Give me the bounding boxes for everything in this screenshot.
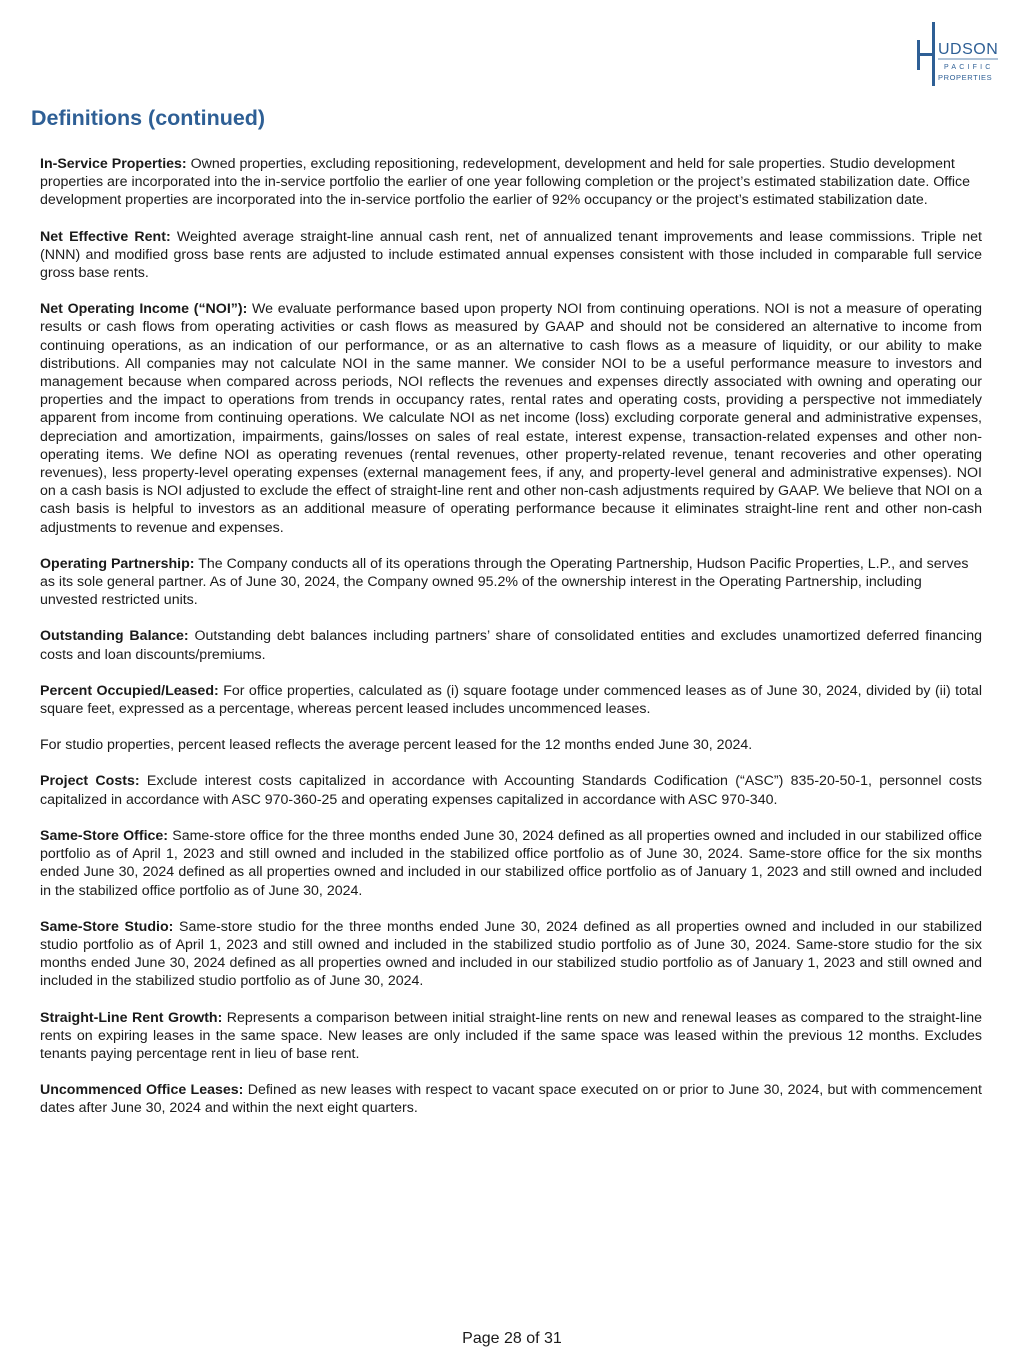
definitions-list	[40, 155, 982, 1136]
page-title: Definitions (continued)	[31, 106, 266, 130]
definition-term: Outstanding Balance:	[40, 628, 189, 645]
definition-text: Weighted average straight-line annual cash rent, net of annualized tenant improvements and lease commissions. Triple net (NNN) and modified gross base rents are adjusted to include estimated annual expenses consistent with those included in comparable full service gross base rents.	[40, 228, 982, 282]
definition-term: Uncommenced Office Leases:	[40, 1082, 244, 1099]
definition-text: Represents a comparison between initial straight-line rents on new and renewal leases as compared to the straight-line rents on expiring leases in the same space. New leases are only included if the same space was leased within the previous 12 months. Excludes tenants paying percentage rent in lieu of base rent.	[40, 1009, 982, 1062]
definition-text: Same-store studio for the three months ended June 30, 2024 defined as all properties owned and included in our stabilized studio portfolio as of April 1, 2023 and still owned and included in the stabilized studio portfolio as of June 30, 2024. Same-store studio for the six months ended June 30, 2024 defined as all properties owned and included in our stabilized studio portfolio as of January 1, 2023 and still owned and included in the stabilized studio portfolio as of June 30, 2024.	[40, 918, 982, 990]
definition-text: Exclude interest costs capitalized in accordance with Accounting Standards Codification (“ASC”) 835-20-50-1, personnel costs capitalized in accordance with ASC 970-360-25 and operating expenses capitalized in accordance with ASC 970-340.	[40, 773, 982, 808]
definition-uncommenced-office-leases	[40, 1081, 982, 1117]
definition-term: Net Effective Rent:	[40, 228, 171, 245]
definition-term: Percent Occupied/Leased:	[40, 682, 219, 699]
definition-net-effective-rent	[40, 228, 982, 283]
definition-term: In-Service Properties:	[40, 156, 187, 172]
definition-text: We evaluate performance based upon property NOI from continuing operations. NOI is not a measure of operating results or cash flows from operating activities or cash flows as measured by GAAP and should not be considered an alternative to income from continuing operations, as an indication of our performance, or as an alternative to cash flows as a measure of liquidity, or our ability to make distributions. All companies may not calculate NOI in the same manner. We consider NOI to be a useful performance measure to investors and management because when compared across periods, NOI reflects the revenues and expenses directly associated with owning and operating our properties and the impact to operations from trends in occupancy rates, rental rates and operating costs, providing a perspective not immediately apparent from income from continuing operations. We calculate NOI as net income (loss) excluding corporate general and administrative expenses, depreciation and amortization, impairments, gains/losses on sales of real estate, interest expense, transaction-related expenses and other non-operating items. We define NOI as operating revenues (rental revenues, other property-related revenue, tenant recoveries and other operating revenues), less property-level operating expenses (external management fees, if any, and property-level general and administrative expenses). NOI on a cash basis is NOI adjusted to exclude the effect of straight-line rent and other non-cash adjustments required by GAAP. We believe that NOI on a cash basis is helpful to investors as an additional measure of operating performance because it eliminates straight-line rent and other non-cash adjustments to revenue and expenses.	[40, 301, 982, 536]
definition-project-costs	[40, 772, 982, 808]
logo-line-3: PROPERTIES	[938, 73, 993, 82]
definition-net-operating-income	[40, 300, 982, 537]
definition-term: Straight-Line Rent Growth:	[40, 1009, 223, 1026]
definition-text: Owned properties, excluding repositioning, redevelopment, development and held for sale properties. Studio development properties are incorporated into the in-service portfolio the earlier of one year following completion or the project’s estimated stabilization date. Office development properties are incorporated into the in-service portfolio the earlier of 92% occupancy or the project’s estimated stabilization date.	[40, 156, 971, 209]
definition-text: For studio properties, percent leased reflects the average percent leased for the 12 months ended June 30, 2024.	[40, 737, 753, 754]
definition-term: Same-Store Office:	[40, 827, 169, 844]
definition-term: Same-Store Studio:	[40, 918, 174, 935]
definition-outstanding-balance	[40, 627, 982, 663]
definition-studio-percent-leased	[40, 736, 982, 754]
definition-in-service-properties	[40, 155, 982, 210]
hudson-pacific-logo	[914, 20, 1004, 88]
logo-mark	[914, 20, 1004, 88]
logo-line-2: PACIFIC	[944, 64, 994, 71]
definition-text: Defined as new leases with respect to vacant space executed on or prior to June 30, 2024, but with commencement dates after June 30, 2024 and within the next eight quarters.	[40, 1082, 982, 1117]
page-number: Page 28 of 31	[462, 1330, 562, 1347]
definition-term: Net Operating Income (“NOI”):	[40, 301, 248, 318]
definition-text: The Company conducts all of its operations through the Operating Partnership, Hudson Pacific Properties, L.P., and serves as its sole general partner. As of June 30, 2024, the Company owned 95.2% of the ownership interest in the Operating Partnership, including unvested restricted units.	[40, 555, 969, 609]
definition-same-store-studio	[40, 918, 982, 991]
definition-straight-line-rent-growth	[40, 1009, 982, 1064]
definition-term: Project Costs:	[40, 773, 140, 790]
definition-percent-occupied-leased	[40, 682, 982, 718]
logo-line-1: UDSON	[938, 41, 999, 58]
definition-text: Same-store office for the three months ended June 30, 2024 defined as all properties owned and included in our stabilized office portfolio as of April 1, 2023 and still owned and included in the stabilized office portfolio as of June 30, 2024. Same-store office for the six months ended June 30, 2024 defined as all properties owned and included in our stabilized office portfolio as of January 1, 2023 and still owned and included in the stabilized office portfolio as of June 30, 2024.	[40, 827, 982, 899]
definition-term: Operating Partnership:	[40, 555, 195, 572]
definition-text: Outstanding debt balances including partners’ share of consolidated entities and excludes unamortized deferred financing costs and loan discounts/premiums.	[40, 628, 982, 663]
definition-same-store-office	[40, 827, 982, 900]
definition-text: For office properties, calculated as (i) square footage under commenced leases as of June 30, 2024, divided by (ii) total square feet, expressed as a percentage, whereas percent leased includes uncommenced leases.	[40, 682, 982, 718]
definition-operating-partnership	[40, 555, 982, 610]
